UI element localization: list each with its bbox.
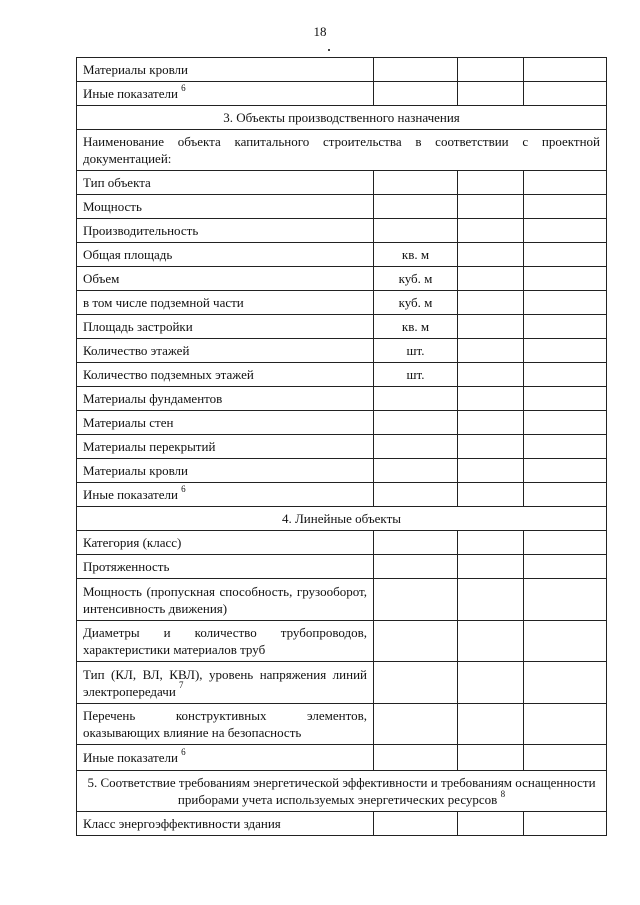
value-cell-b[interactable] xyxy=(524,745,607,771)
section-title-text: 3. Объекты производственного назначения xyxy=(223,110,460,125)
row-label-text: Протяженность xyxy=(83,559,170,574)
row-label xyxy=(77,195,374,219)
value-cell-b[interactable] xyxy=(524,315,607,339)
table-row xyxy=(77,243,607,267)
unit-cell xyxy=(374,435,458,459)
row-label xyxy=(77,387,374,411)
value-cell-b[interactable] xyxy=(524,483,607,507)
row-label-text: Объем xyxy=(83,271,120,286)
table-row xyxy=(77,195,607,219)
value-cell-a[interactable] xyxy=(458,459,524,483)
row-label xyxy=(77,267,374,291)
table-row xyxy=(77,745,607,771)
unit-cell xyxy=(374,704,458,745)
unit-cell xyxy=(374,555,458,579)
building-characteristics-table xyxy=(76,57,607,836)
row-label-text: Количество этажей xyxy=(83,343,190,358)
value-cell-b[interactable] xyxy=(524,435,607,459)
value-cell-a[interactable] xyxy=(458,745,524,771)
row-label xyxy=(77,531,374,555)
row-label-text: Количество подземных этажей xyxy=(83,367,254,382)
row-label xyxy=(77,555,374,579)
value-cell-a[interactable] xyxy=(458,579,524,621)
value-cell-b[interactable] xyxy=(524,267,607,291)
row-label xyxy=(77,411,374,435)
unit-cell xyxy=(374,459,458,483)
row-label-text: Диаметры и количество трубопроводов, характеристики материалов труб xyxy=(83,625,367,657)
row-label-text: Общая площадь xyxy=(83,247,173,262)
value-cell-a[interactable] xyxy=(458,339,524,363)
row-label-text: Материалы фундаментов xyxy=(83,391,223,406)
unit-cell xyxy=(374,812,458,836)
row-label xyxy=(77,662,374,704)
value-cell-a[interactable] xyxy=(458,58,524,82)
scan-dot xyxy=(328,49,330,51)
row-label xyxy=(77,171,374,195)
unit-cell: куб. м xyxy=(374,267,458,291)
row-label xyxy=(77,339,374,363)
table-row xyxy=(77,483,607,507)
table-row xyxy=(77,58,607,82)
row-label-text: Тип объекта xyxy=(83,175,151,190)
unit-cell: шт. xyxy=(374,363,458,387)
value-cell-b[interactable] xyxy=(524,555,607,579)
footnote-ref: 7 xyxy=(179,680,184,691)
unit-cell xyxy=(374,483,458,507)
value-cell-b[interactable] xyxy=(524,621,607,662)
section-header-row xyxy=(77,771,607,812)
row-label-text: Мощность xyxy=(83,199,142,214)
table-row xyxy=(77,130,607,171)
table-row xyxy=(77,555,607,579)
table-row xyxy=(77,363,607,387)
row-label xyxy=(77,745,374,771)
unit-cell xyxy=(374,621,458,662)
value-cell-b[interactable] xyxy=(524,704,607,745)
table-row xyxy=(77,339,607,363)
value-cell-b[interactable] xyxy=(524,662,607,704)
row-label-text: Перечень конструктивных элементов, оказывающих влияние на безопасность xyxy=(83,708,367,740)
value-cell-a[interactable] xyxy=(458,411,524,435)
value-cell-b[interactable] xyxy=(524,387,607,411)
unit-cell: шт. xyxy=(374,339,458,363)
unit-cell xyxy=(374,82,458,106)
row-label-text: Мощность (пропускная способность, грузооборот, интенсивность движения) xyxy=(83,583,367,616)
row-label xyxy=(77,291,374,315)
section-title xyxy=(77,771,607,812)
row-label xyxy=(77,459,374,483)
unit-cell: кв. м xyxy=(374,243,458,267)
unit-cell xyxy=(374,387,458,411)
unit-cell xyxy=(374,579,458,621)
table-row xyxy=(77,459,607,483)
value-cell-a[interactable] xyxy=(458,662,524,704)
value-cell-a[interactable] xyxy=(458,171,524,195)
table-row xyxy=(77,267,607,291)
value-cell-b[interactable] xyxy=(524,531,607,555)
object-name-prompt xyxy=(77,130,607,171)
section-title xyxy=(77,106,607,130)
row-label-text: Материалы кровли xyxy=(83,463,188,478)
row-label xyxy=(77,58,374,82)
value-cell-b[interactable] xyxy=(524,812,607,836)
unit-cell xyxy=(374,58,458,82)
section-title-text: 4. Линейные объекты xyxy=(281,511,401,526)
table-row xyxy=(77,82,607,106)
value-cell-b[interactable] xyxy=(524,291,607,315)
table-row xyxy=(77,662,607,704)
row-label-text: Иные показатели xyxy=(83,86,178,101)
table-row xyxy=(77,171,607,195)
row-label xyxy=(77,704,374,745)
value-cell-b[interactable] xyxy=(524,411,607,435)
unit-cell xyxy=(374,662,458,704)
table-row xyxy=(77,812,607,836)
value-cell-a[interactable] xyxy=(458,219,524,243)
value-cell-b[interactable] xyxy=(524,459,607,483)
row-label-text: Иные показатели xyxy=(83,750,178,765)
footnote-ref: 8 xyxy=(500,788,506,799)
value-cell-a[interactable] xyxy=(458,195,524,219)
table-row xyxy=(77,291,607,315)
value-cell-a[interactable] xyxy=(458,812,524,836)
footnote-ref: 6 xyxy=(181,82,186,93)
unit-cell xyxy=(374,531,458,555)
footnote-ref: 6 xyxy=(181,746,186,757)
unit-cell xyxy=(374,171,458,195)
value-cell-b[interactable] xyxy=(524,82,607,106)
row-label xyxy=(77,435,374,459)
value-cell-b[interactable] xyxy=(524,195,607,219)
unit-cell xyxy=(374,745,458,771)
value-cell-a[interactable] xyxy=(458,483,524,507)
value-cell-a[interactable] xyxy=(458,435,524,459)
value-cell-a[interactable] xyxy=(458,531,524,555)
table-row xyxy=(77,219,607,243)
row-label-text: Производительность xyxy=(83,223,199,238)
row-label xyxy=(77,579,374,621)
unit-cell: кв. м xyxy=(374,315,458,339)
section-title-text: 5. Соответствие требованиям энергетической эффективности и требованиям оснащенности приборами учета используемых энергетических ресурсов xyxy=(87,775,596,807)
row-label xyxy=(77,363,374,387)
row-label-text: Категория (класс) xyxy=(83,535,182,550)
value-cell-b[interactable] xyxy=(524,339,607,363)
value-cell-b[interactable] xyxy=(524,579,607,621)
value-cell-a[interactable] xyxy=(458,621,524,662)
table-row xyxy=(77,435,607,459)
table-row xyxy=(77,704,607,745)
value-cell-a[interactable] xyxy=(458,387,524,411)
table-row xyxy=(77,411,607,435)
row-label xyxy=(77,812,374,836)
row-label-text: Класс энергоэффективности здания xyxy=(83,816,281,831)
section-header-row xyxy=(77,106,607,130)
row-label xyxy=(77,315,374,339)
section-title xyxy=(77,507,607,531)
value-cell-b[interactable] xyxy=(524,58,607,82)
table-row xyxy=(77,579,607,621)
value-cell-a[interactable] xyxy=(458,704,524,745)
value-cell-b[interactable] xyxy=(524,171,607,195)
section-header-row xyxy=(77,507,607,531)
value-cell-a[interactable] xyxy=(458,267,524,291)
unit-cell xyxy=(374,411,458,435)
row-label-text: Площадь застройки xyxy=(83,319,193,334)
value-cell-b[interactable] xyxy=(524,243,607,267)
value-cell-a[interactable] xyxy=(458,363,524,387)
row-label xyxy=(77,82,374,106)
value-cell-a[interactable] xyxy=(458,243,524,267)
row-label xyxy=(77,483,374,507)
footnote-ref: 6 xyxy=(181,483,186,494)
table-row xyxy=(77,387,607,411)
row-label xyxy=(77,621,374,662)
value-cell-a[interactable] xyxy=(458,315,524,339)
row-label-text: Материалы кровли xyxy=(83,62,188,77)
row-label-text: Материалы перекрытий xyxy=(83,439,216,454)
unit-cell: куб. м xyxy=(374,291,458,315)
row-label-text: Материалы стен xyxy=(83,415,174,430)
value-cell-a[interactable] xyxy=(458,291,524,315)
row-label-text: Иные показатели xyxy=(83,487,178,502)
unit-cell xyxy=(374,195,458,219)
value-cell-b[interactable] xyxy=(524,363,607,387)
object-name-prompt-text: Наименование объекта капитального строительства в соответствии с проектной документацией: xyxy=(83,134,600,166)
value-cell-b[interactable] xyxy=(524,219,607,243)
value-cell-a[interactable] xyxy=(458,555,524,579)
table-row xyxy=(77,315,607,339)
value-cell-a[interactable] xyxy=(458,82,524,106)
table-row xyxy=(77,621,607,662)
unit-cell xyxy=(374,219,458,243)
row-label-text: в том числе подземной части xyxy=(83,295,244,310)
page-number: 18 xyxy=(313,24,327,39)
row-label xyxy=(77,219,374,243)
row-label xyxy=(77,243,374,267)
table-row xyxy=(77,531,607,555)
row-label-text: Тип (КЛ, ВЛ, КВЛ), уровень напряжения линий электропередачи xyxy=(83,666,367,699)
